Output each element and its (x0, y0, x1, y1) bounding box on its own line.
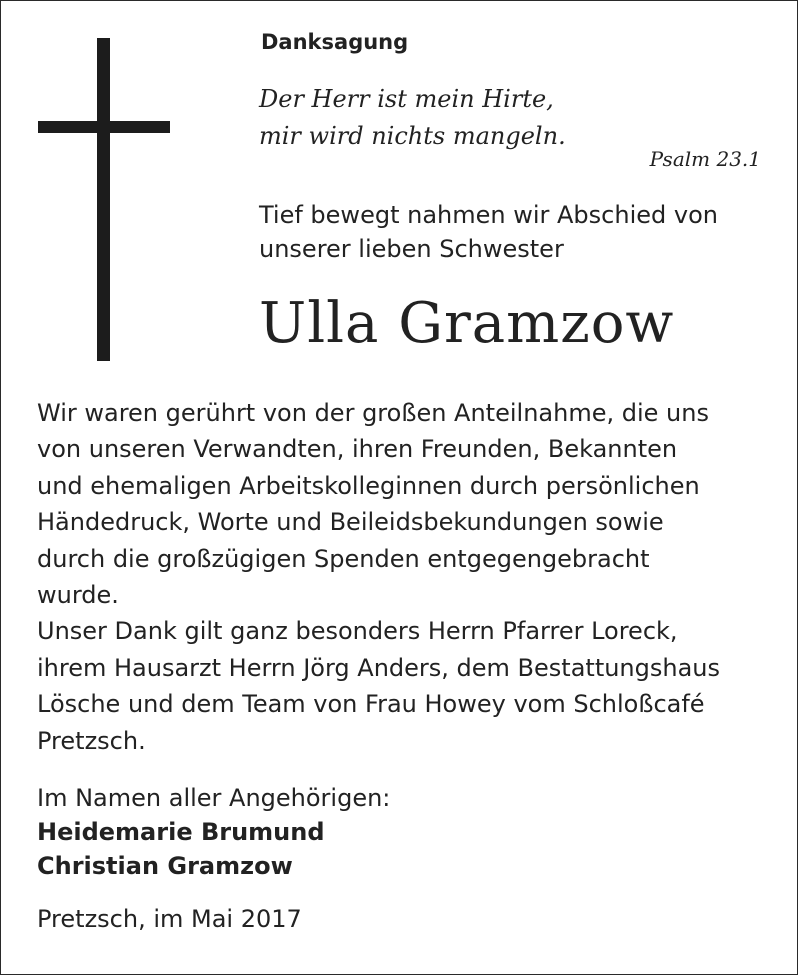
cross-icon-crossbar (38, 121, 170, 133)
body-line: ihrem Hausarzt Herrn Jörg Anders, dem Bestattungshaus (37, 653, 721, 682)
body-line: durch die großzügigen Spenden entgegengebracht (37, 544, 650, 573)
body-line: Händedruck, Worte und Beileidsbekundungen sowie (37, 508, 664, 537)
verse-line: Der Herr ist mein Hirte, (259, 85, 554, 113)
verse-line: mir wird nichts mangeln. (259, 122, 566, 150)
intro-text (259, 198, 718, 266)
deceased-name: Ulla Gramzow (259, 291, 675, 356)
body-line: Unser Dank gilt ganz besonders Herrn Pfarrer Loreck, (37, 617, 678, 646)
signer-name: Christian Gramzow (37, 852, 293, 880)
body-line: von unseren Verwandten, ihren Freunden, Bekannten (37, 435, 678, 464)
closing-block (37, 781, 390, 883)
bible-verse (259, 81, 566, 155)
intro-line: Tief bewegt nahmen wir Abschied von (259, 201, 718, 229)
body-line: wurde. (37, 581, 119, 610)
verse-reference: Psalm 23.1 (649, 147, 761, 171)
body-line: Lösche und dem Team von Frau Howey vom Schloßcafé (37, 690, 705, 719)
cross-icon (97, 38, 110, 361)
place-date: Pretzsch, im Mai 2017 (37, 905, 302, 933)
body-line: Wir waren gerührt von der großen Anteilnahme, die uns (37, 399, 709, 427)
notice-heading: Danksagung (261, 30, 409, 54)
closing-phrase: Im Namen aller Angehörigen: (37, 784, 391, 812)
body-line: und ehemaligen Arbeitskolleginnen durch persönlichen (37, 471, 700, 500)
thank-you-text (37, 395, 720, 759)
intro-line: unserer lieben Schwester (259, 235, 564, 263)
signer-name: Heidemarie Brumund (37, 818, 325, 846)
body-line: Pretzsch. (37, 726, 146, 755)
